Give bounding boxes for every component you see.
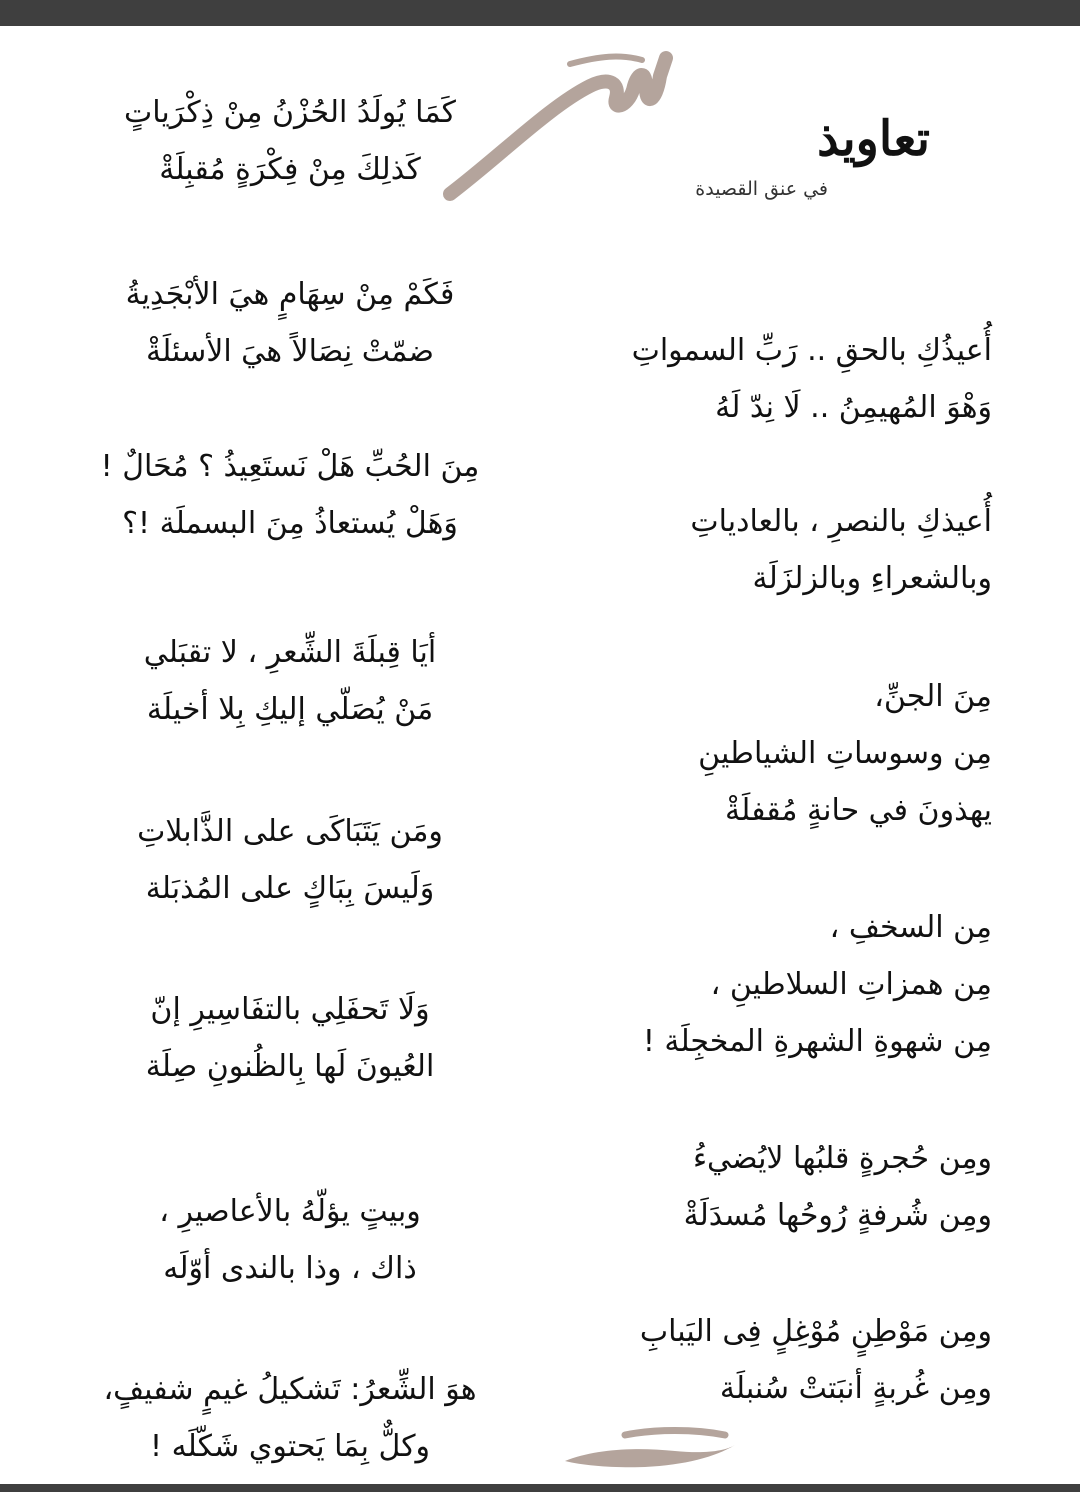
- left-stanza: [40, 266, 540, 380]
- poem-line: مِن همزاتِ السلاطينِ ،: [710, 967, 992, 1002]
- left-stanza: [40, 84, 540, 198]
- left-stanza: [40, 1183, 540, 1297]
- poem-line: مِن شهوةِ الشهرةِ المخجِلَة !: [642, 1024, 992, 1059]
- left-stanza: [40, 981, 540, 1095]
- poem-line: مِنَ الجنِّ،: [874, 679, 992, 714]
- poem-line: مِن السخفِ ،: [829, 910, 992, 945]
- poem-line: أيَا قِبلَةَ الشِّعرِ ، لا تقبَلي: [143, 635, 437, 670]
- right-stanza: [562, 668, 992, 839]
- poem-line: يهذونَ في حانةٍ مُقفلَةْ: [725, 793, 992, 828]
- poem-line: كَمَا يُولَدُ الحُزْنُ مِنْ ذِكْرَياتٍ: [124, 95, 456, 130]
- poem-line: فَكَمْ مِنْ سِهَامٍ هيَ الأبْجَدِيةُ: [125, 277, 455, 312]
- poem-line: مَنْ يُصَلّي إليكِ بِلا أخيلَة: [146, 692, 434, 727]
- poem-line: أُعيذُكِ بالحقِ .. رَبِّ السمواتِ: [631, 333, 992, 368]
- poem-page: [0, 26, 1080, 1484]
- poem-line: وَلَيسَ بِبَاكٍ على المُذبَلة: [145, 871, 435, 906]
- poem-subtitle: في عنق القصيدة: [695, 178, 828, 200]
- right-stanza: [562, 1303, 992, 1417]
- right-stanza: [562, 899, 992, 1070]
- poem-line: ومِن حُجرةٍ قلبُها لايُضيءُ: [692, 1141, 992, 1176]
- left-stanza: [40, 803, 540, 917]
- poem-line: كَذلِكَ مِنْ فِكْرَةٍ مُقبِلَةْ: [159, 152, 421, 187]
- poem-line: أُعيذكِ بالنصرِ ، بالعادياتِ: [690, 504, 992, 539]
- poem-line: ومِن شُرفةٍ رُوحُها مُسدَلَةْ: [683, 1198, 992, 1233]
- poem-line: هوَ الشِّعرُ: تَشكيلُ غيمٍ شفيفٍ،: [103, 1372, 477, 1407]
- poem-line: وبالشعراءِ وبالزلزَلَة: [752, 561, 992, 596]
- poem-line: وَلَا تَحفَلِي بالتفَاسِيرِ إنّ: [150, 992, 430, 1027]
- swash-bottom-icon: [555, 1421, 755, 1481]
- poem-line: وَهْوَ المُهيمِنُ .. لَا نِدّ لَهُ: [715, 390, 992, 425]
- poem-title: تعاويذ: [817, 111, 930, 167]
- right-stanza: [562, 1130, 992, 1244]
- right-stanza: [562, 493, 992, 607]
- poem-line: ضمّتْ نِصَالاً هيَ الأسئلَةْ: [146, 334, 434, 369]
- poem-line: مِن وسوساتِ الشياطينِ: [698, 736, 992, 771]
- poem-line: وبيتٍ يؤلّهُ بالأعاصيرِ ،: [159, 1194, 421, 1229]
- poem-line: ومَن يَتَبَاكَى على الذَّابلاتِ: [137, 814, 443, 849]
- left-stanza: [40, 1361, 540, 1475]
- poem-line: ومِن مَوْطِنٍ مُوْغِلٍ فِى اليَبابِ: [639, 1314, 992, 1349]
- poem-line: ذاك ، وذا بالندى أوّلَه: [163, 1251, 417, 1286]
- poem-line: مِنَ الحُبِّ هَلْ نَستَعِيذُ ؟ مُحَالٌ !: [100, 449, 480, 484]
- left-stanza: [40, 624, 540, 738]
- poem-line: العُيونَ لَها بِالظُنونِ صِلَة: [145, 1049, 435, 1084]
- poem-line: وكلٌّ بِمَا يَحتوي شَكّلَه !: [150, 1429, 430, 1464]
- right-stanza: [562, 322, 992, 436]
- left-stanza: [40, 438, 540, 552]
- poem-line: وَهَلْ يُستعاذُ مِنَ البسملَة !؟: [122, 506, 458, 541]
- poem-line: ومِن غُربةٍ أنبَتتْ سُنبلَة: [719, 1371, 992, 1406]
